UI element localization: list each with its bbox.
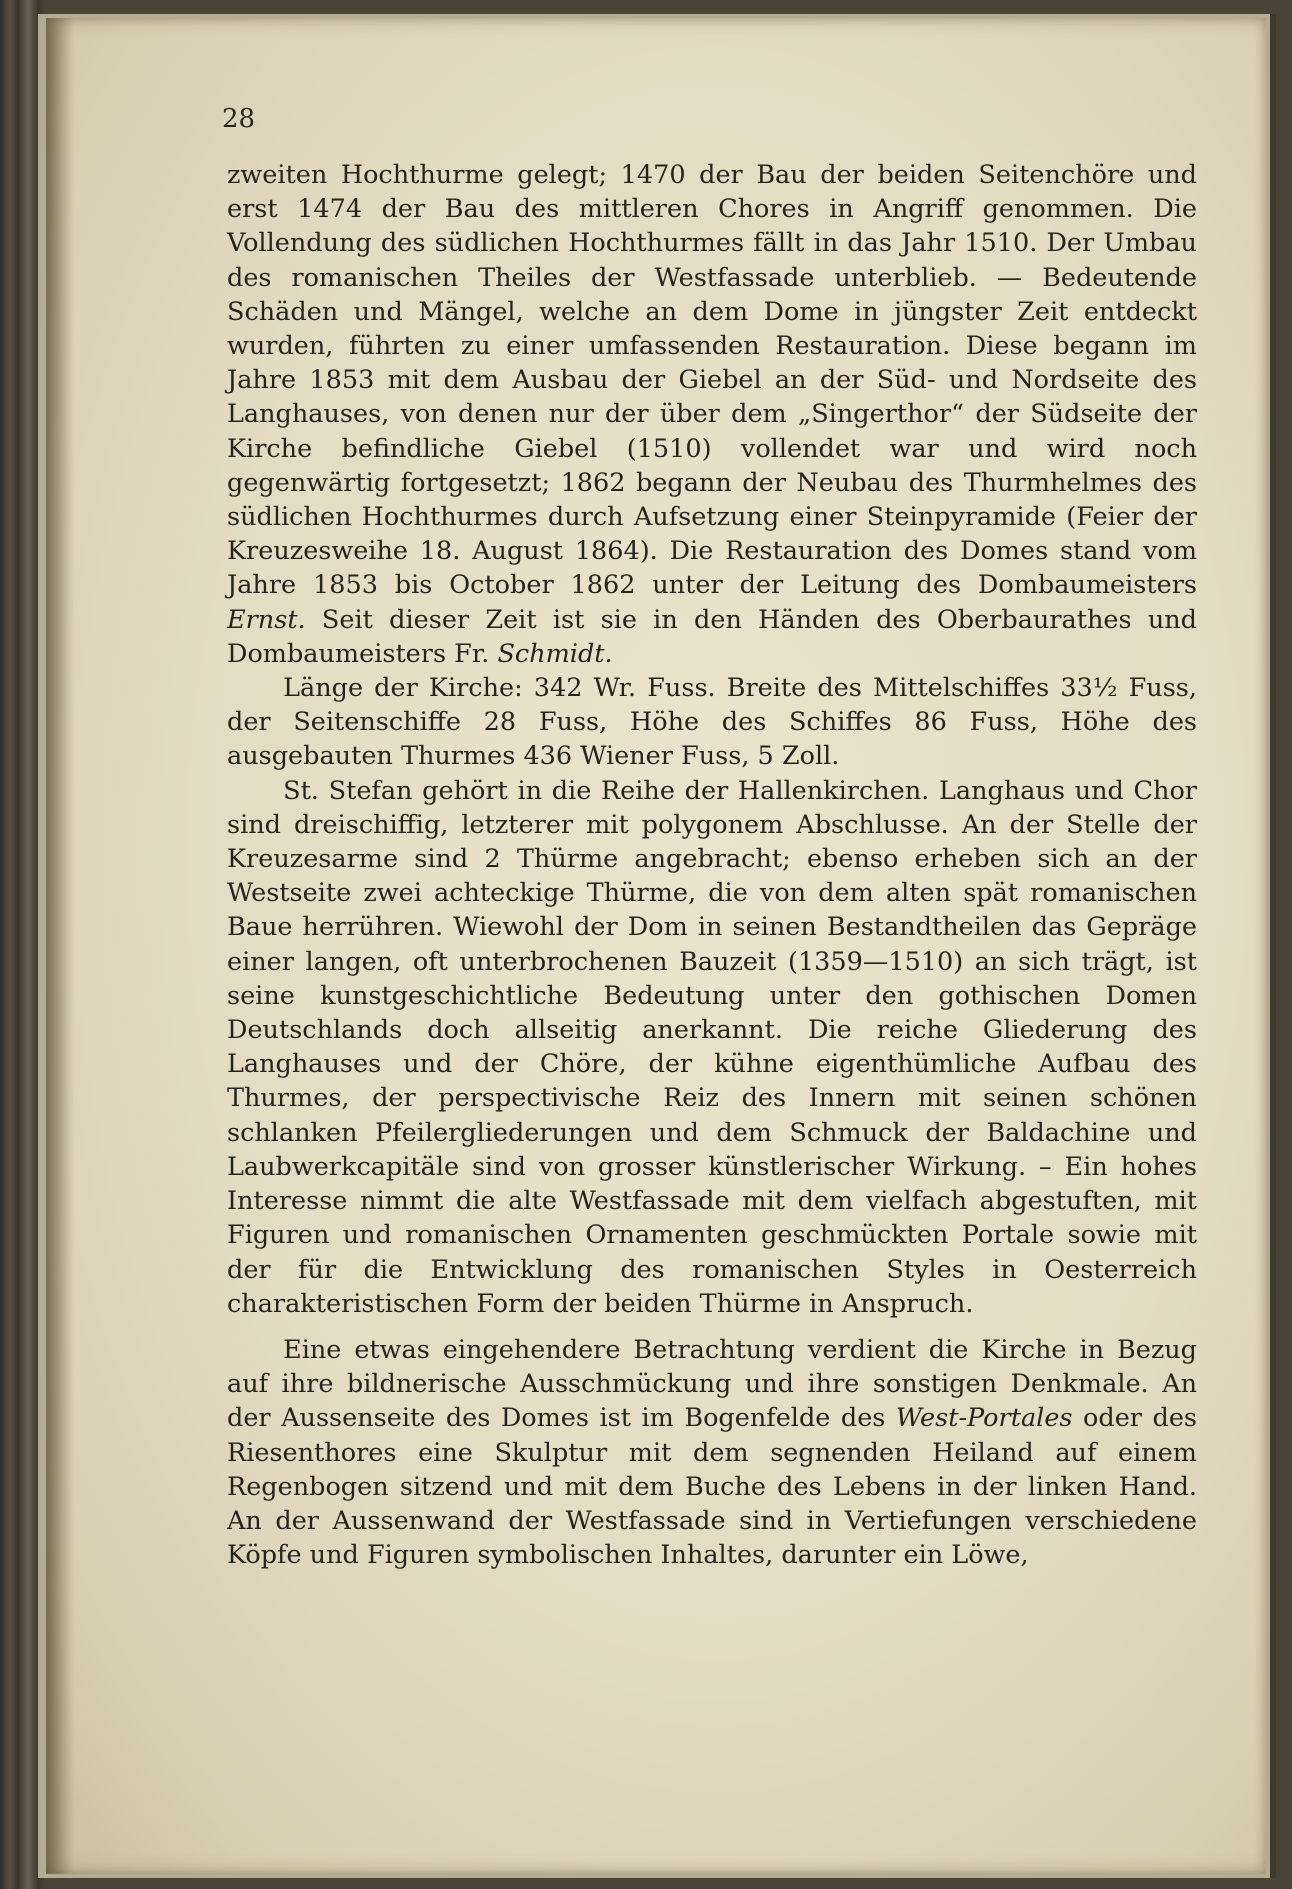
paragraph-1 [227, 158, 1197, 671]
body-text [227, 158, 1197, 1572]
paragraph-text: Eine etwas eingehendere Betrachtung verdient die Kirche in Bezug auf ihre bildnerische Ausschmückung und ihre sonstigen Denkmale. An der Aussenseite des Domes ist im Bogenfelde des [227, 1334, 1197, 1434]
paragraph-3: St. Stefan gehört in die Reihe der Hallenkirchen. Langhaus und Chor sind dreischiffig, letzterer mit polygonem Abschlusse. An der Stelle der Kreuzesarme sind 2 Thürme angebracht; ebenso erheben sich an der Westseite zwei achteckige Thürme, die von dem alten spät romanischen Baue herrühren. Wiewohl der Dom in seinen Bestandtheilen das Gepräge einer langen, oft unterbrochenen Bauzeit (1359—1510) an sich trägt, ist seine kunstgeschichtliche Bedeutung unter den gothischen Domen Deutschlands doch allseitig anerkannt. Die reiche Gliederung des Langhauses und der Chöre, der kühne eigenthümliche Aufbau des Thurmes, der perspectivische Reiz des Innern mit seinen schönen schlanken Pfeilergliederungen und dem Schmuck der Baldachine und Laubwerkcapitäle sind von grosser künstlerischer Wirkung. – Ein hohes Interesse nimmt die alte Westfassade mit dem vielfach abgestuften, mit Figuren und romanischen Ornamenten geschmückten Portale sowie mit der für die Entwicklung des romanischen Styles in Oesterreich charakteristischen Form der beiden Thürme in Anspruch. [227, 775, 1197, 1319]
paragraph-2: Länge der Kirche: 342 Wr. Fuss. Breite des Mittelschiffes 33½ Fuss, der Seitenschiffe 28 Fuss, Höhe des Schiffes 86 Fuss, Höhe des ausgebauten Thurmes 436 Wiener Fuss, 5 Zoll. [227, 673, 1197, 772]
name-schmidt: Schmidt. [497, 638, 613, 669]
term-west-portales: West-Portales [895, 1403, 1073, 1434]
name-ernst: Ernst. [227, 604, 306, 635]
paragraph-text: Seit dieser Zeit ist sie in den Händen des Oberbaurathes und Dombaumeisters Fr. [227, 604, 1197, 669]
paragraph-4 [227, 1333, 1197, 1572]
spine-shadow [46, 18, 74, 1874]
page-number: 28 [222, 104, 256, 134]
paragraph-text: oder des Riesenthores eine Skulptur mit dem segnenden Heiland auf einem Regenbogen sitzend und mit dem Buche des Lebens in der linken Hand. An der Aussenwand der Westfassade sind in Vertiefungen verschiedene Köpfe und Figuren symbolischen Inhaltes, darunter ein Löwe, [227, 1403, 1197, 1571]
paragraph-text: zweiten Hochthurme gelegt; 1470 der Bau der beiden Seitenchöre und erst 1474 der Bau des mittleren Chores in Angriff genommen. Die Vollendung des südlichen Hochthurmes fällt in das Jahr 1510. Der Umbau des romanischen Theiles der Westfassade unterblieb. — Bedeutende Schäden und Mängel, welche an dem Dome in jüngster Zeit entdeckt wurden, führten zu einer umfassenden Restauration. Diese begann im Jahre 1853 mit dem Ausbau der Giebel an der Süd- und Nordseite des Langhauses, von denen nur der über dem „Singerthor“ der Südseite der Kirche befindliche Giebel (1510) vollendet war und wird noch gegenwärtig fortgesetzt; 1862 begann der Neubau des Thurmhelmes des südlichen Hochthurmes durch Aufsetzung einer Steinpyramide (Feier der Kreuzesweihe 18. August 1864). Die Restauration des Domes stand vom Jahre 1853 bis October 1862 unter der Leitung des Dombaumeisters [227, 160, 1197, 601]
